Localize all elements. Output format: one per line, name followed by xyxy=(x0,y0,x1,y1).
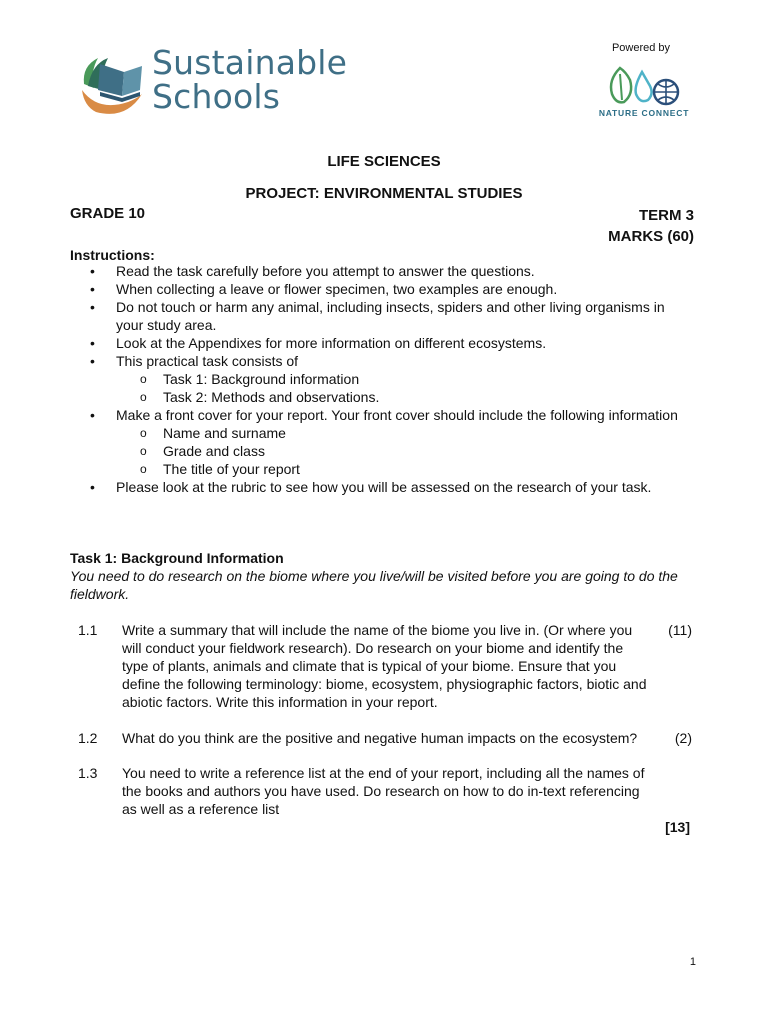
term-marks-block xyxy=(608,205,694,247)
cover-parts-list xyxy=(116,424,690,478)
nature-connect-icon xyxy=(606,64,682,106)
task1-intro: You need to do research on the biome where you live/will be visited before you are going to do the fieldwork. xyxy=(70,568,678,602)
list-item xyxy=(70,406,690,478)
sub-list-item: o Task 2: Methods and observations. xyxy=(116,388,690,406)
sub-list-item: o Grade and class xyxy=(116,442,690,460)
list-item: • Please look at the rubric to see how you will be assessed on the research of your task. xyxy=(70,478,690,496)
logo-line-2: Schools xyxy=(152,77,281,116)
list-item: • Look at the Appendixes for more information on different ecosystems. xyxy=(70,334,690,352)
page-number: 1 xyxy=(689,956,696,968)
list-item xyxy=(70,352,690,406)
sub-list-item: o Name and surname xyxy=(116,424,690,442)
logo-line-1: Sustainable xyxy=(152,43,348,82)
instructions-list xyxy=(70,262,690,496)
marks-label: MARKS (60) xyxy=(608,228,694,245)
question-marks: (2) xyxy=(674,730,692,746)
subject-title: LIFE SCIENCES xyxy=(327,153,441,170)
powered-by-label: Powered by xyxy=(611,42,671,54)
logo-wordmark xyxy=(152,43,348,116)
instructions-heading: Instructions: xyxy=(70,247,155,263)
leaf-book-icon xyxy=(78,50,144,116)
question-text: What do you think are the positive and negative human impacts on the ecosystem? xyxy=(122,730,638,746)
term-label: TERM 3 xyxy=(638,207,694,224)
sub-list-item: o The title of your report xyxy=(116,460,690,478)
list-item: • Read the task carefully before you attempt to answer the questions. xyxy=(70,262,690,280)
question-text: You need to write a reference list at the end of your report, including all the names of the books and authors you have used. Do research on how to do in-text referencing as well as a reference list xyxy=(122,765,645,817)
project-title: PROJECT: ENVIRONMENTAL STUDIES xyxy=(245,185,523,202)
question-number: 1.3 xyxy=(78,765,98,781)
list-item: • Do not touch or harm any animal, including insects, spiders and other living organisms in your study area. xyxy=(70,298,690,334)
task1-total-marks: [13] xyxy=(665,819,690,835)
task1-heading: Task 1: Background Information xyxy=(70,550,284,566)
partner-name: NATURE CONNECT xyxy=(598,108,690,118)
sub-list-item: o Task 1: Background information xyxy=(116,370,690,388)
question-marks: (11) xyxy=(668,622,692,638)
question-number: 1.2 xyxy=(78,730,98,746)
list-item-text: Make a front cover for your report. Your front cover should include the following information xyxy=(116,407,678,423)
question-text: Write a summary that will include the name of the biome you live in. (Or where you will conduct your fieldwork research). Do research on your biome and identify the type of plants, animals and climate that is typical of your biome. Ensure that you define the following terminology: biome, ecosystem, physiographic factors, biotic and abiotic factors. Write this information in your report. xyxy=(122,622,647,710)
sustainable-schools-logo xyxy=(78,43,378,126)
list-item: • When collecting a leave or flower specimen, two examples are enough. xyxy=(70,280,690,298)
list-item-text: This practical task consists of xyxy=(116,353,299,369)
partner-logo xyxy=(588,42,700,118)
grade-label: GRADE 10 xyxy=(70,205,146,222)
question-number: 1.1 xyxy=(78,622,98,638)
task-parts-list xyxy=(116,370,690,406)
